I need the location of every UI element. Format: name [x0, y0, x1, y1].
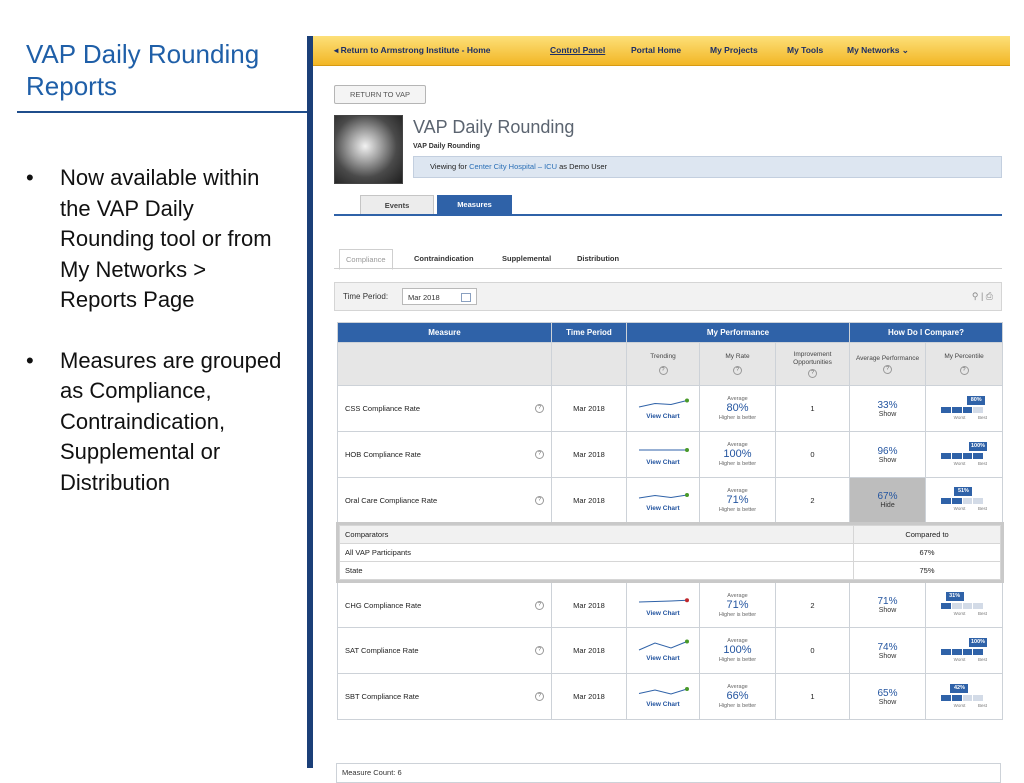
help-icon[interactable]: ? [960, 366, 969, 375]
avg-performance-cell [850, 432, 926, 478]
my-rate-value: 71% [726, 598, 749, 611]
trending-cell [627, 674, 700, 720]
my-rate-cell [700, 674, 776, 720]
percentile-cell [926, 628, 1003, 674]
percentile-segment [973, 603, 983, 609]
measure-name-cell [338, 628, 552, 674]
print-icon[interactable]: ⎙ [985, 291, 993, 301]
table-row [338, 674, 1003, 720]
trend-line [639, 642, 687, 651]
percentile-scale: Worst Best [953, 702, 988, 708]
viewing-suffix: as Demo User [559, 162, 608, 171]
trend-end-dot [685, 687, 689, 691]
show-toggle[interactable]: Show [878, 607, 897, 614]
percentile-segment [941, 407, 951, 413]
rate-direction-label: Higher is better [718, 506, 757, 513]
table-row [338, 386, 1003, 432]
percentile-segment [952, 407, 962, 413]
return-home-link[interactable]: ◂ Return to Armstrong Institute - Home [334, 45, 491, 55]
tab-divider [334, 214, 1002, 216]
percentile-segment [963, 498, 973, 504]
period-cell: Mar 2018 [552, 478, 627, 524]
trend-end-dot [685, 493, 689, 497]
my-rate-value: 66% [726, 690, 749, 702]
percentile-scale: Worst Best [953, 656, 988, 662]
rate-direction-label: Higher is better [718, 611, 757, 618]
view-chart-link[interactable]: View Chart [646, 459, 680, 466]
percentile-cell [926, 582, 1003, 628]
return-to-vap-button[interactable]: RETURN TO VAP [334, 85, 426, 104]
percentile-segment [973, 649, 983, 655]
user-icon[interactable]: ⚲ [971, 291, 979, 301]
time-period-value: Mar 2018 [408, 293, 440, 302]
percentile-segment [973, 453, 983, 459]
comparator-name: All VAP Participants [340, 544, 854, 562]
subtab-supplemental[interactable]: Supplemental [502, 254, 552, 263]
avg-performance-value: 74% [877, 641, 898, 653]
bullet-item [26, 163, 288, 316]
percentile-segment [952, 695, 962, 701]
trend-sparkline [633, 489, 693, 503]
my-rate-value: 100% [723, 644, 752, 656]
nav-my-networks[interactable]: My Networks ⌄ [847, 45, 909, 55]
comparators-header: Comparators [340, 526, 854, 544]
rate-average-label: Average [727, 592, 748, 599]
table-row [338, 628, 1003, 674]
trend-sparkline [633, 685, 693, 699]
percentile-bars [941, 695, 983, 701]
unit-link[interactable]: Center City Hospital – ICU [469, 162, 558, 171]
rate-average-label: Average [727, 396, 748, 402]
period-cell: Mar 2018 [552, 582, 627, 628]
col-trending: Trending ? [627, 343, 700, 386]
my-rate-cell [700, 432, 776, 478]
table-row [338, 432, 1003, 478]
rate-direction-label: Higher is better [718, 703, 757, 709]
percentile-segment [973, 498, 983, 504]
tab-measures[interactable]: Measures [437, 195, 512, 214]
time-period-bar [334, 282, 1002, 311]
top-nav [313, 36, 1010, 66]
comparators-table [339, 525, 1001, 580]
opportunities-cell: 2 [776, 582, 850, 628]
bullet-dot: • [26, 165, 34, 190]
view-chart-link[interactable]: View Chart [646, 655, 680, 662]
bullet-text: Measures are grouped as Compliance, Contraindication, Supplemental or Distribution [60, 347, 282, 495]
compared-to-header: Compared to [854, 526, 1001, 544]
bullet-dot: • [26, 347, 34, 373]
my-rate-cell [700, 582, 776, 628]
col-my-rate: My Rate ? [700, 343, 776, 386]
view-chart-link[interactable]: View Chart [646, 609, 680, 617]
period-cell: Mar 2018 [552, 628, 627, 674]
show-toggle[interactable]: Show [878, 456, 897, 464]
trending-cell [627, 582, 700, 628]
percentile-bars [941, 498, 983, 504]
percentile-bars [941, 453, 983, 459]
tool-title: VAP Daily Rounding [413, 117, 575, 137]
show-toggle[interactable]: Show [878, 652, 897, 660]
rate-direction-label: Higher is better [718, 415, 757, 421]
percentile-gauge [941, 442, 987, 468]
percentile-cell [926, 674, 1003, 720]
measure-name: CSS Compliance Rate [345, 404, 421, 413]
show-toggle[interactable]: Show [878, 698, 897, 706]
col-how-compare: How Do I Compare? [850, 323, 1003, 343]
opportunities-cell: 0 [776, 628, 850, 674]
subtab-compliance[interactable]: Compliance [339, 249, 393, 270]
avg-performance-value: 71% [877, 596, 898, 607]
rate-average-label: Average [727, 442, 748, 448]
trend-end-dot [685, 448, 689, 452]
percentile-segment [973, 407, 983, 413]
avg-performance-value: 33% [877, 399, 898, 411]
percentile-badge: 80% [967, 396, 985, 405]
percentile-segment [963, 453, 973, 459]
percentile-segment [941, 603, 951, 609]
measure-name: CHG Compliance Rate [345, 600, 422, 610]
rate-average-label: Average [727, 487, 748, 494]
trend-line [639, 689, 687, 694]
help-icon[interactable]: ? [659, 366, 668, 375]
time-period-label: Time Period: [343, 292, 389, 301]
opportunities-cell: 1 [776, 386, 850, 432]
percentile-scale: Worst Best [953, 414, 988, 420]
rate-average-label: Average [727, 684, 748, 690]
avg-performance-cell [850, 582, 926, 628]
subtab-distribution[interactable]: Distribution [577, 254, 620, 263]
title-rule [17, 111, 307, 113]
percentile-scale: Worst Best [953, 460, 988, 466]
help-icon[interactable]: ? [535, 496, 544, 505]
help-icon[interactable]: ? [535, 601, 544, 610]
tool-subtitle: VAP Daily Rounding [413, 143, 481, 150]
trend-line [639, 600, 687, 602]
opportunities-cell: 1 [776, 674, 850, 720]
tool-logo [334, 115, 403, 184]
comparator-value: 75% [854, 562, 1001, 580]
period-cell: Mar 2018 [552, 674, 627, 720]
help-icon[interactable]: ? [535, 450, 544, 459]
percentile-gauge [941, 592, 987, 618]
percentile-gauge [941, 396, 987, 422]
trend-sparkline [633, 397, 693, 411]
percentile-segment [941, 453, 951, 459]
rate-direction-label: Higher is better [718, 461, 757, 467]
nav-control-panel[interactable]: Control Panel [550, 45, 606, 55]
period-cell: Mar 2018 [552, 386, 627, 432]
col-measure: Measure [338, 323, 552, 343]
trend-sparkline [633, 639, 693, 653]
measure-name-cell [338, 432, 552, 478]
avg-performance-cell [850, 628, 926, 674]
opportunities-cell: 0 [776, 432, 850, 478]
percentile-segment [952, 498, 962, 504]
percentile-bars [941, 649, 983, 655]
percentile-segment [952, 453, 962, 459]
avg-performance-cell [850, 674, 926, 720]
tab-events[interactable]: Events [360, 195, 434, 215]
trend-end-dot [685, 598, 689, 602]
measure-name-cell [338, 674, 552, 720]
viewing-context [413, 156, 1002, 178]
trend-sparkline [633, 443, 693, 457]
nav-my-projects[interactable]: My Projects [710, 45, 758, 55]
trending-cell [627, 386, 700, 432]
percentile-badge: 31% [946, 592, 964, 601]
nav-my-tools[interactable]: My Tools [787, 45, 824, 55]
time-period-input[interactable] [402, 288, 477, 305]
percentile-cell [926, 432, 1003, 478]
utility-icons: ⚲ | ⎙ [971, 291, 993, 301]
percentile-segment [952, 603, 962, 609]
avg-performance-cell [850, 386, 926, 432]
percentile-badge: 42% [950, 684, 968, 693]
percentile-badge: 100% [970, 442, 986, 449]
bullet-item [26, 346, 288, 499]
percentile-scale: Worst Best [953, 506, 988, 511]
percentile-cell [926, 478, 1003, 524]
percentile-segment [952, 649, 962, 655]
avg-performance-value: 65% [877, 687, 898, 699]
nav-portal-home[interactable]: Portal Home [631, 45, 682, 55]
percentile-segment [963, 649, 973, 655]
trending-cell [627, 432, 700, 478]
my-rate-cell [700, 386, 776, 432]
trend-line [639, 401, 687, 408]
col-my-performance: My Performance [627, 323, 850, 343]
percentile-gauge [941, 487, 987, 513]
percentile-segment [973, 695, 983, 701]
measure-name-cell [338, 582, 552, 628]
help-icon[interactable]: ? [883, 365, 892, 374]
table-row [338, 478, 1003, 524]
comparators-row [338, 524, 1003, 582]
slide-title: VAP Daily Rounding Reports [26, 39, 260, 101]
bullet-list [26, 163, 288, 528]
measure-count: Measure Count: 6 [336, 763, 1001, 783]
my-rate-cell [700, 478, 776, 524]
view-chart-link[interactable]: View Chart [646, 701, 680, 708]
measure-name: HOB Compliance Rate [345, 450, 421, 459]
col-improvement: Improvement Opportunities ? [776, 343, 850, 386]
comparator-value: 67% [854, 544, 1001, 562]
percentile-gauge [941, 638, 987, 664]
show-toggle[interactable]: Show [878, 410, 897, 418]
percentile-cell [926, 386, 1003, 432]
col-avg-performance: Average Performance ? [850, 343, 926, 386]
rate-direction-label: Higher is better [718, 657, 757, 663]
rate-average-label: Average [727, 638, 748, 644]
view-chart-link[interactable]: View Chart [646, 504, 680, 512]
my-rate-value: 80% [726, 402, 749, 414]
percentile-segment [963, 603, 973, 609]
percentile-bars [941, 407, 983, 413]
percentile-bars [941, 603, 983, 609]
col-time-period: Time Period [552, 323, 627, 343]
period-cell: Mar 2018 [552, 432, 627, 478]
trending-cell [627, 478, 700, 524]
col-my-percentile: My Percentile ? [926, 343, 1003, 386]
measure-name: SBT Compliance Rate [345, 692, 420, 701]
help-icon[interactable]: ? [535, 404, 544, 413]
percentile-segment [963, 695, 973, 701]
percentile-segment [941, 695, 951, 701]
calendar-icon[interactable] [461, 293, 471, 302]
viewing-prefix: Viewing for [430, 162, 467, 171]
help-icon[interactable]: ? [808, 369, 817, 378]
trending-cell [627, 628, 700, 674]
show-toggle[interactable]: Hide [880, 502, 895, 509]
app-screenshot [307, 36, 1010, 777]
table-row [338, 582, 1003, 628]
avg-performance-cell [850, 478, 926, 524]
comparator-name: State [340, 562, 854, 580]
trend-line [639, 495, 687, 498]
help-icon[interactable]: ? [535, 692, 544, 701]
percentile-gauge [941, 684, 987, 710]
my-rate-cell [700, 628, 776, 674]
percentile-scale: Worst Best [953, 611, 988, 616]
percentile-segment [963, 407, 973, 413]
trend-end-dot [685, 640, 689, 644]
opportunities-cell: 2 [776, 478, 850, 524]
subtab-divider [334, 268, 1002, 269]
percentile-segment [941, 649, 951, 655]
my-rate-value: 71% [726, 493, 749, 506]
view-chart-link[interactable]: View Chart [646, 413, 680, 420]
trend-end-dot [685, 399, 689, 403]
bullet-text: Now available within the VAP Daily Rounding tool or from My Networks > Reports Page [60, 165, 272, 312]
measure-name-cell [338, 386, 552, 432]
measure-name: Oral Care Compliance Rate [345, 495, 438, 505]
measures-table [336, 322, 1004, 720]
avg-performance-value: 96% [877, 445, 898, 457]
percentile-segment [941, 498, 951, 504]
my-rate-value: 100% [723, 448, 752, 460]
measure-name-cell [338, 478, 552, 524]
percentile-badge: 51% [954, 487, 972, 496]
help-icon[interactable]: ? [535, 646, 544, 655]
measure-name: SAT Compliance Rate [345, 646, 419, 655]
subtab-contraindication[interactable]: Contraindication [414, 254, 474, 263]
percentile-badge: 100% [970, 638, 986, 645]
trend-sparkline [633, 594, 693, 608]
avg-performance-value: 67% [877, 491, 898, 502]
help-icon[interactable]: ? [733, 366, 742, 375]
